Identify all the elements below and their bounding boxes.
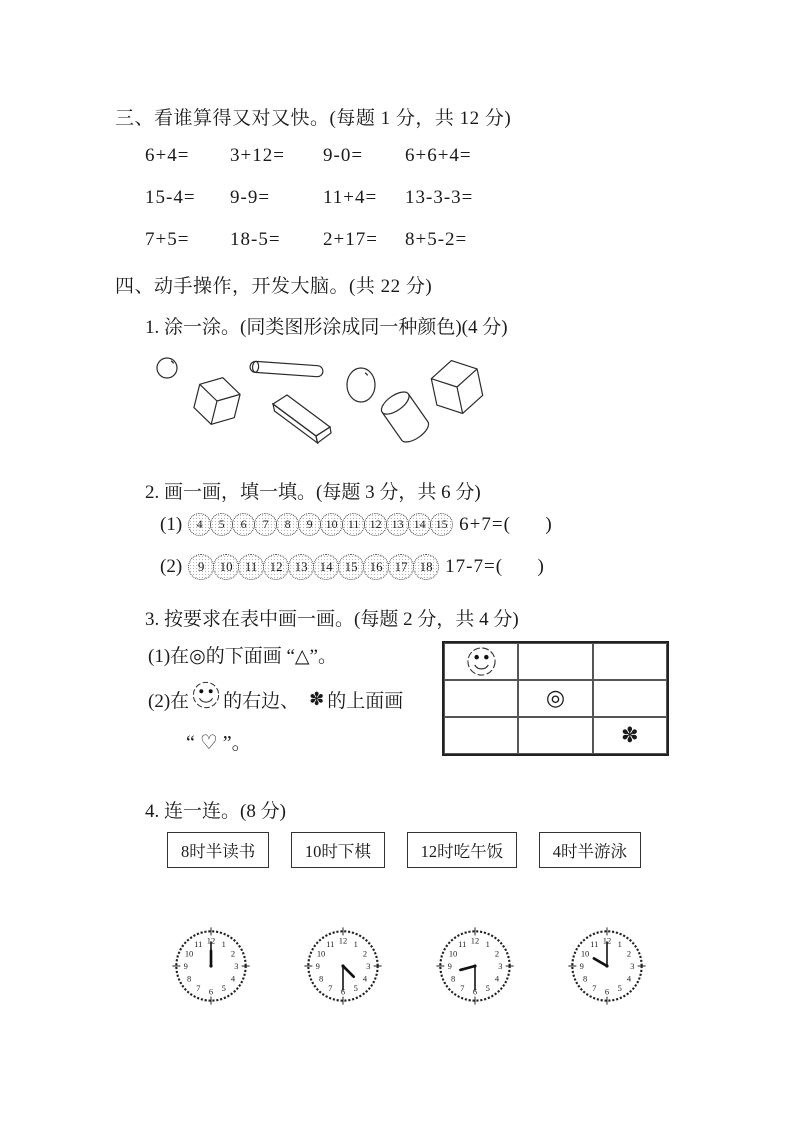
svg-text:2: 2 — [494, 948, 500, 959]
svg-text:1: 1 — [353, 939, 358, 950]
cylinder-rod-shape — [250, 361, 324, 377]
svg-text:8: 8 — [318, 973, 324, 984]
section3-heading: 三、看谁算得又对又快。(每题 1 分，共 12 分) — [115, 108, 512, 129]
svg-text:2: 2 — [230, 948, 236, 959]
number-circle: 9 — [298, 513, 321, 536]
arithmetic-problem: 9-9= — [230, 187, 271, 208]
svg-text:5: 5 — [221, 982, 226, 993]
number-circle: 10 — [213, 554, 239, 580]
item3-line2-mid: 的右边、 — [223, 690, 300, 712]
svg-text:10: 10 — [580, 948, 590, 959]
clock-face — [567, 926, 647, 1006]
svg-text:12: 12 — [206, 935, 216, 946]
svg-text:12: 12 — [470, 935, 480, 946]
svg-text:5: 5 — [353, 982, 358, 993]
arithmetic-problem: 8+5-2= — [405, 229, 468, 250]
arithmetic-problem: 3+12= — [230, 145, 285, 166]
bullseye-symbol: ◎ — [545, 685, 566, 711]
item4-label: 4. 连一连。(8 分) — [145, 801, 286, 822]
grid-cell — [518, 643, 592, 680]
svg-text:7: 7 — [460, 982, 465, 993]
cuboid-flat-shape — [273, 395, 331, 443]
arithmetic-problem: 9-0= — [323, 145, 364, 166]
number-circle: 14 — [313, 554, 339, 580]
subitem-prefix: (1) — [160, 513, 183, 535]
svg-text:2: 2 — [626, 948, 632, 959]
arithmetic-problem: 6+4= — [145, 145, 190, 166]
number-circle: 12 — [364, 513, 387, 536]
grid-cell — [444, 643, 518, 680]
svg-text:6: 6 — [340, 986, 346, 997]
arithmetic-problem: 2+17= — [323, 229, 378, 250]
number-circle: 15 — [338, 554, 364, 580]
equation-blank: 17-7=( ) — [445, 556, 545, 577]
svg-text:8: 8 — [450, 973, 456, 984]
equation-blank: 6+7=( ) — [459, 513, 553, 535]
arithmetic-grid — [145, 144, 645, 251]
number-circle: 14 — [408, 513, 431, 536]
activity-label-box: 10时下棋 — [291, 832, 385, 868]
number-circle: 6 — [232, 513, 255, 536]
svg-text:1: 1 — [221, 939, 226, 950]
svg-text:12: 12 — [602, 935, 612, 946]
svg-text:4: 4 — [362, 973, 368, 984]
svg-text:9: 9 — [315, 961, 320, 971]
number-circle: 5 — [210, 513, 233, 536]
item3-line2-post: 的上面画 — [327, 690, 404, 712]
grid-cell — [593, 717, 667, 754]
clocks-row — [171, 926, 647, 1006]
shapes-illustration — [145, 340, 605, 470]
smiley-icon — [191, 680, 221, 710]
number-circle: 18 — [413, 554, 439, 580]
activity-label-box: 8时半读书 — [167, 832, 269, 868]
number-circle-row — [160, 513, 553, 536]
arithmetic-problem: 11+4= — [323, 187, 378, 208]
svg-text:3: 3 — [630, 961, 635, 971]
number-circle: 7 — [254, 513, 277, 536]
number-circle: 10 — [320, 513, 343, 536]
number-circle: 13 — [288, 554, 314, 580]
grid-cell — [444, 680, 518, 717]
svg-text:7: 7 — [196, 982, 201, 993]
svg-text:10: 10 — [184, 948, 194, 959]
number-circle: 11 — [342, 513, 365, 536]
subitem-prefix: (2) — [160, 556, 183, 577]
number-circle: 15 — [430, 513, 453, 536]
svg-text:3: 3 — [366, 961, 371, 971]
svg-text:10: 10 — [448, 948, 458, 959]
grid-cell — [518, 717, 592, 754]
svg-text:11: 11 — [590, 939, 599, 950]
svg-text:7: 7 — [592, 982, 597, 993]
number-circle-row — [160, 554, 545, 580]
number-circle: 12 — [263, 554, 289, 580]
draw-grid — [442, 641, 669, 756]
activity-label-box: 4时半游泳 — [539, 832, 641, 868]
number-circle: 8 — [276, 513, 299, 536]
number-circle: 11 — [238, 554, 264, 580]
svg-text:4: 4 — [626, 973, 632, 984]
smiley-icon — [466, 646, 497, 677]
arithmetic-problem: 15-4= — [145, 187, 196, 208]
svg-text:11: 11 — [194, 939, 203, 950]
item3-line1: (1)在◎的下面画 “△”。 — [148, 646, 337, 667]
number-circle: 16 — [363, 554, 389, 580]
number-circle: 9 — [188, 554, 214, 580]
svg-text:4: 4 — [230, 973, 236, 984]
number-circle: 13 — [386, 513, 409, 536]
arithmetic-problem: 6+6+4= — [405, 145, 472, 166]
grid-cell — [518, 680, 592, 717]
svg-text:1: 1 — [617, 939, 622, 950]
svg-text:4: 4 — [494, 973, 500, 984]
item3-line3: “ ♡ ”。 — [186, 732, 252, 754]
arithmetic-problem: 7+5= — [145, 229, 190, 250]
svg-text:8: 8 — [186, 973, 192, 984]
grid-cell — [444, 717, 518, 754]
activity-labels-row — [167, 832, 641, 868]
section4-heading: 四、动手操作，开发大脑。(共 22 分) — [115, 276, 433, 297]
svg-text:9: 9 — [447, 961, 452, 971]
grid-cell — [593, 643, 667, 680]
svg-text:9: 9 — [183, 961, 188, 971]
grid-cell — [593, 680, 667, 717]
item3-label: 3. 按要求在表中画一画。(每题 2 分，共 4 分) — [145, 609, 519, 630]
svg-text:10: 10 — [316, 948, 326, 959]
activity-label-box: 12时吃午饭 — [407, 832, 518, 868]
clock-face — [171, 926, 251, 1006]
clock-face — [303, 926, 383, 1006]
cube-shape — [191, 373, 243, 430]
svg-text:6: 6 — [472, 986, 478, 997]
item2-label: 2. 画一画，填一填。(每题 3 分，共 6 分) — [145, 482, 481, 503]
svg-text:11: 11 — [458, 939, 467, 950]
svg-text:3: 3 — [234, 961, 239, 971]
item3-instructions — [148, 641, 438, 755]
svg-text:3: 3 — [498, 961, 503, 971]
svg-text:5: 5 — [485, 982, 490, 993]
flower-symbol: ✽ — [621, 723, 639, 747]
cube-shape — [428, 356, 485, 419]
cylinder-shape — [378, 388, 432, 446]
clock-face — [435, 926, 515, 1006]
item3-line2-pre: (2)在 — [148, 690, 190, 712]
item1-label: 1. 涂一涂。(同类图形涂成同一种颜色)(4 分) — [145, 317, 508, 338]
svg-text:8: 8 — [582, 973, 588, 984]
svg-text:11: 11 — [326, 939, 335, 950]
flower-symbol: ✽ — [309, 688, 325, 710]
svg-text:12: 12 — [338, 935, 348, 946]
svg-text:1: 1 — [485, 939, 490, 950]
svg-text:5: 5 — [617, 982, 622, 993]
svg-text:7: 7 — [328, 982, 333, 993]
svg-text:6: 6 — [604, 986, 610, 997]
arithmetic-problem: 13-3-3= — [405, 187, 474, 208]
sphere-small-shape — [157, 358, 177, 378]
number-circle: 4 — [188, 513, 211, 536]
svg-text:9: 9 — [579, 961, 584, 971]
arithmetic-problem: 18-5= — [230, 229, 281, 250]
number-circle: 17 — [388, 554, 414, 580]
svg-text:2: 2 — [362, 948, 368, 959]
sphere-shape — [347, 368, 375, 402]
svg-text:6: 6 — [208, 986, 214, 997]
item3-line2 — [148, 684, 438, 714]
